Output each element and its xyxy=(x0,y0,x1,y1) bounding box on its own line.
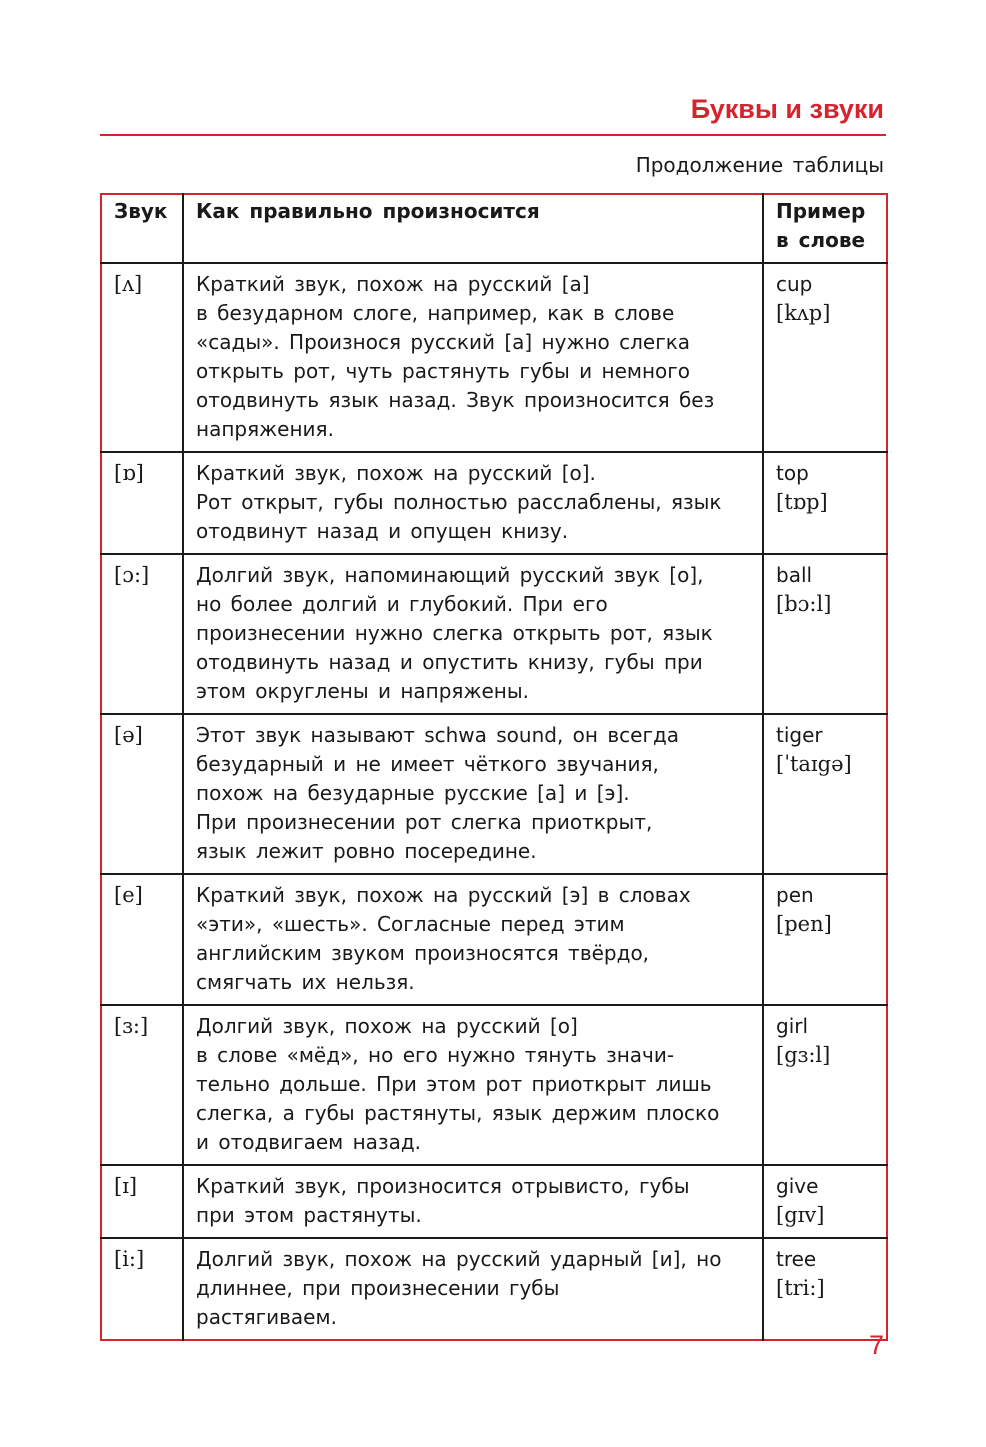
table-row xyxy=(101,714,887,874)
example-word: tiger xyxy=(776,723,823,747)
example-transcription: [pen] xyxy=(776,912,832,936)
pronunciation-description xyxy=(183,263,763,452)
pronunciation-description xyxy=(183,1165,763,1238)
table-row xyxy=(101,554,887,714)
pronunciation-description xyxy=(183,1238,763,1340)
example-transcription: [kʌp] xyxy=(776,301,831,325)
description-line: и отодвигаем назад. xyxy=(196,1130,422,1154)
description-line: Рот открыт, губы полностью расслаблены, язык xyxy=(196,490,722,514)
example-cell xyxy=(763,452,887,554)
sound-symbol: [ʌ] xyxy=(101,263,183,452)
description-line: безударный и не имеет чёткого звучания, xyxy=(196,752,659,776)
description-line: Долгий звук, похож на русский [о] xyxy=(196,1014,578,1038)
page-number: 7 xyxy=(868,1330,884,1360)
column-header-example-line1: Пример xyxy=(776,199,866,223)
example-cell xyxy=(763,874,887,1005)
description-line: язык лежит ровно посередине. xyxy=(196,839,537,863)
table-body xyxy=(101,263,887,1340)
example-cell xyxy=(763,1005,887,1165)
sound-symbol: [ɪ] xyxy=(101,1165,183,1238)
description-line: смягчать их нельзя. xyxy=(196,970,415,994)
example-word: tree xyxy=(776,1247,817,1271)
description-line: «эти», «шесть». Согласные перед этим xyxy=(196,912,625,936)
example-cell xyxy=(763,1165,887,1238)
description-line: слегка, а губы растянуты, язык держим плоско xyxy=(196,1101,720,1125)
description-line: Долгий звук, похож на русский ударный [и], но xyxy=(196,1247,722,1271)
section-title: Буквы и звуки xyxy=(690,94,884,124)
description-line: этом округлены и напряжены. xyxy=(196,679,530,703)
table-row xyxy=(101,1238,887,1340)
sound-symbol: [i:] xyxy=(101,1238,183,1340)
pronunciation-description xyxy=(183,554,763,714)
description-line: Краткий звук, произносится отрывисто, губы xyxy=(196,1174,690,1198)
example-cell xyxy=(763,1238,887,1340)
example-transcription: [tri:] xyxy=(776,1276,825,1300)
pronunciation-description xyxy=(183,452,763,554)
phonetics-table xyxy=(100,193,888,1341)
description-line: Краткий звук, похож на русский [э] в словах xyxy=(196,883,691,907)
table-header-row xyxy=(101,194,887,263)
pronunciation-description xyxy=(183,874,763,1005)
example-word: girl xyxy=(776,1014,809,1038)
sound-symbol: [ɜ:] xyxy=(101,1005,183,1165)
table-row xyxy=(101,1165,887,1238)
pronunciation-description xyxy=(183,1005,763,1165)
description-line: отодвинут назад и опущен книзу. xyxy=(196,519,569,543)
sound-symbol: [ɔ:] xyxy=(101,554,183,714)
example-cell xyxy=(763,263,887,452)
description-line: Этот звук называют schwa sound, он всегда xyxy=(196,723,680,747)
description-line: английским звуком произносятся твёрдо, xyxy=(196,941,650,965)
example-transcription: [gɜ:l] xyxy=(776,1043,831,1067)
sound-symbol: [ɒ] xyxy=(101,452,183,554)
description-line: тельно дольше. При этом рот приоткрыт лишь xyxy=(196,1072,712,1096)
example-cell xyxy=(763,554,887,714)
description-line: но более долгий и глубокий. При его xyxy=(196,592,608,616)
description-line: в слове «мёд», но его нужно тянуть значи- xyxy=(196,1043,675,1067)
column-header-description: Как правильно произносится xyxy=(183,194,763,263)
section-title-rule xyxy=(100,134,886,136)
example-cell xyxy=(763,714,887,874)
description-line: отодвинуть назад и опустить книзу, губы при xyxy=(196,650,703,674)
example-transcription: [tɒp] xyxy=(776,490,828,514)
description-line: при этом растянуты. xyxy=(196,1203,422,1227)
table-row xyxy=(101,1005,887,1165)
description-line: произнесении нужно слегка открыть рот, язык xyxy=(196,621,713,645)
table-continuation-label: Продолжение таблицы xyxy=(635,153,884,177)
example-word: ball xyxy=(776,563,813,587)
description-line: «сады». Произнося русский [а] нужно слегка xyxy=(196,330,691,354)
example-transcription: [ˈtaɪgə] xyxy=(776,752,852,776)
description-line: открыть рот, чуть растянуть губы и немного xyxy=(196,359,691,383)
column-header-example-line2: в слове xyxy=(776,228,866,252)
example-word: cup xyxy=(776,272,813,296)
table-row xyxy=(101,452,887,554)
table-row xyxy=(101,263,887,452)
description-line: длиннее, при произнесении губы xyxy=(196,1276,560,1300)
description-line: растягиваем. xyxy=(196,1305,337,1329)
description-line: При произнесении рот слегка приоткрыт, xyxy=(196,810,653,834)
pronunciation-description xyxy=(183,714,763,874)
column-header-example xyxy=(763,194,887,263)
column-header-sound: Звук xyxy=(101,194,183,263)
table-row xyxy=(101,874,887,1005)
example-word: pen xyxy=(776,883,814,907)
description-line: Краткий звук, похож на русский [о]. xyxy=(196,461,596,485)
description-line: Краткий звук, похож на русский [а] xyxy=(196,272,590,296)
sound-symbol: [ə] xyxy=(101,714,183,874)
description-line: отодвинуть язык назад. Звук произносится без xyxy=(196,388,715,412)
description-line: напряжения. xyxy=(196,417,334,441)
description-line: похож на безударные русские [а] и [э]. xyxy=(196,781,630,805)
example-transcription: [gɪv] xyxy=(776,1203,825,1227)
description-line: Долгий звук, напоминающий русский звук [о], xyxy=(196,563,704,587)
example-word: give xyxy=(776,1174,819,1198)
example-transcription: [bɔ:l] xyxy=(776,592,832,616)
example-word: top xyxy=(776,461,809,485)
sound-symbol: [e] xyxy=(101,874,183,1005)
description-line: в безударном слоге, например, как в слове xyxy=(196,301,675,325)
